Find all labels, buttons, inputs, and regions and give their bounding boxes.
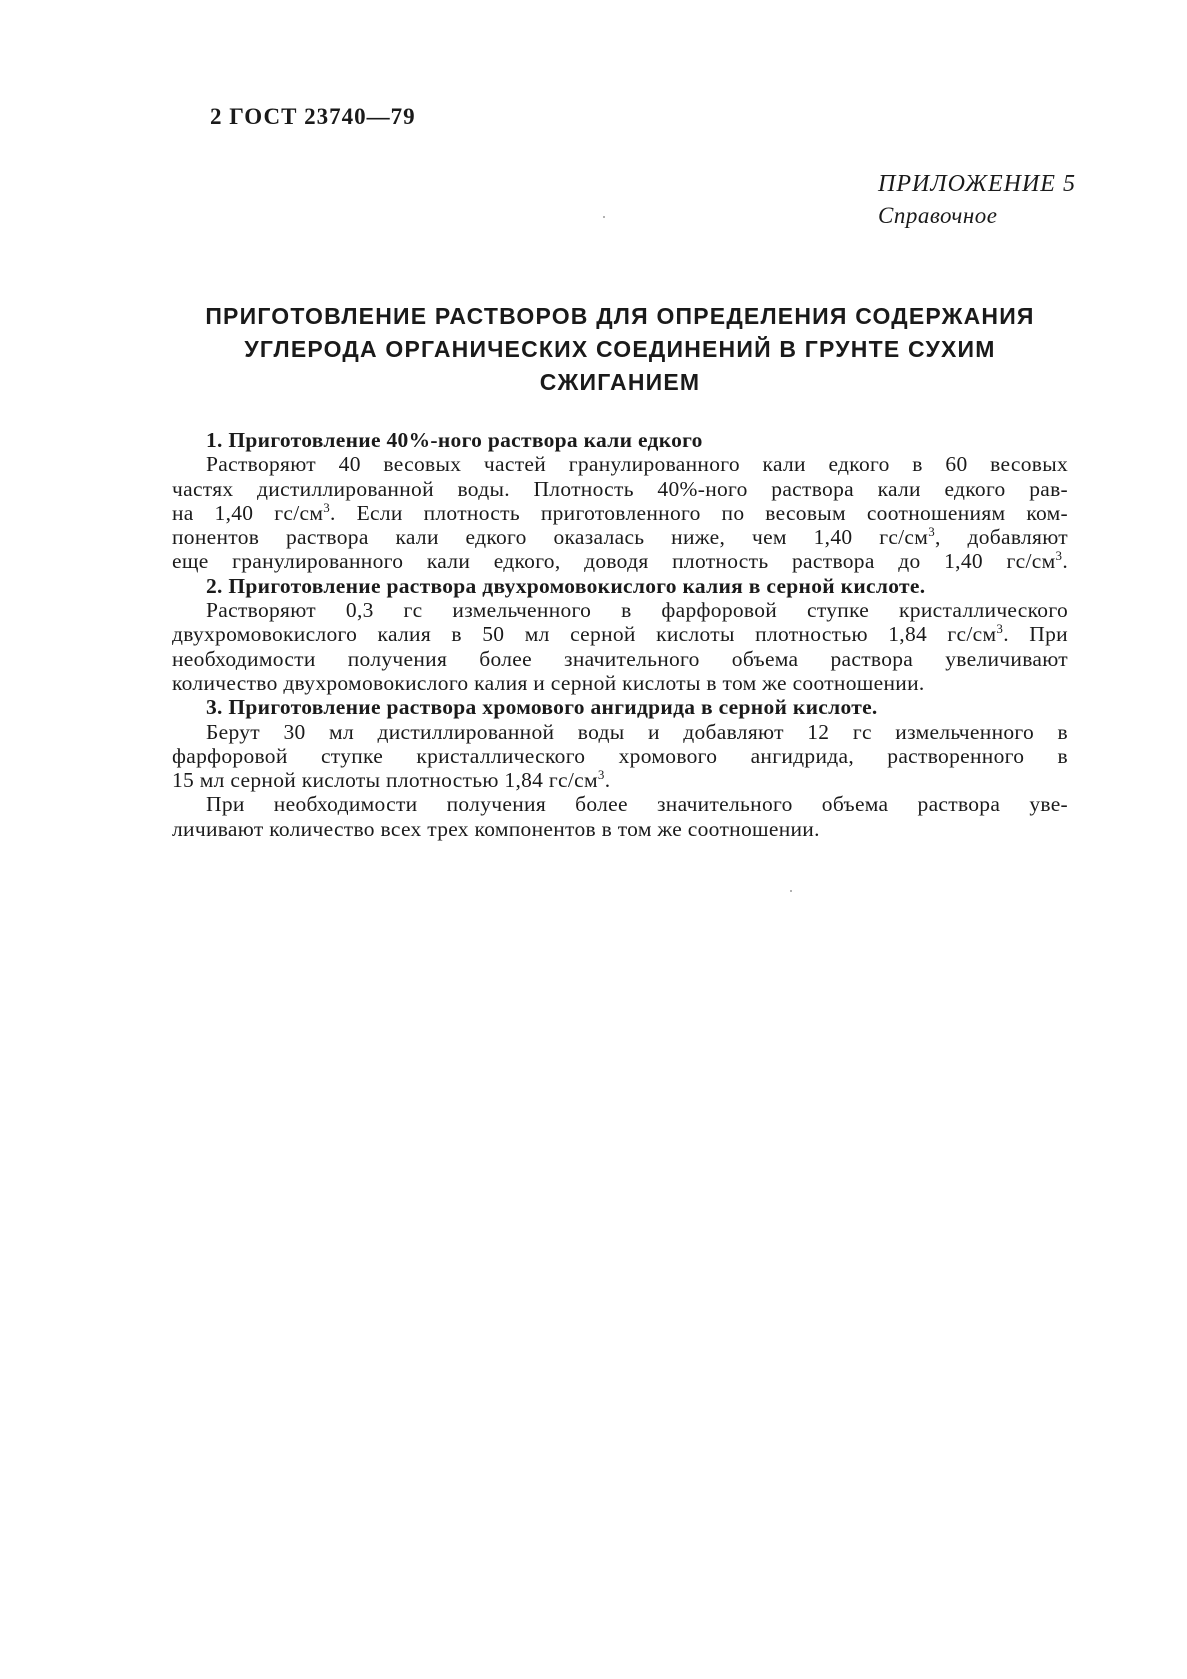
- section-1-line-2: частях дистиллированной воды. Плотность 40%-ного раствора кали едкого рав-: [172, 476, 1068, 501]
- document-title: [160, 300, 1080, 399]
- section-3-line-3a: 15 мл серной кислоты плотностью 1,84 гс/см: [172, 768, 598, 793]
- appendix-type: Справочное: [878, 203, 998, 228]
- document-header: 2 ГОСТ 23740—79: [210, 104, 416, 129]
- superscript-3: 3: [928, 524, 935, 540]
- section-1-heading: 1. Приготовление 40%-ного раствора кали едкого: [206, 428, 703, 452]
- section-3-line-2: фарфоровой ступке кристаллического хромового ангидрида, растворенного в: [172, 743, 1068, 768]
- section-1-line-4b: , добавляют: [935, 525, 1068, 550]
- section-1-line-1: Растворяют 40 весовых частей гранулированного кали едкого в 60 весовых: [206, 452, 1068, 477]
- section-3-line-3: [172, 768, 1068, 792]
- section-2-line-1: Растворяют 0,3 гс измельченного в фарфоровой ступке кристаллического: [206, 598, 1068, 623]
- title-line-1: ПРИГОТОВЛЕНИЕ РАСТВОРОВ ДЛЯ ОПРЕДЕЛЕНИЯ СОДЕРЖАНИЯ: [205, 303, 1035, 329]
- section-1-line-5b: .: [1062, 549, 1068, 574]
- section-1-line-5: [172, 549, 1068, 573]
- title-line-3: СЖИГАНИЕМ: [539, 369, 701, 395]
- section-3-paragraph-2-line-2: личивают количество всех трех компонентов в том же соотношении.: [172, 816, 820, 841]
- section-1-line-3: [172, 501, 1068, 525]
- superscript-3: 3: [597, 767, 605, 782]
- section-1-line-4a: понентов раствора кали едкого оказалась ниже, чем 1,40 гс/см: [172, 525, 929, 550]
- scan-speck: [603, 216, 605, 218]
- appendix-label: [878, 168, 1076, 232]
- section-2-line-3: необходимости получения более значительного объема раствора увеличивают: [172, 646, 1068, 671]
- document-body: [172, 428, 1068, 841]
- section-1-line-4: [172, 525, 1068, 549]
- section-3-line-3b: .: [604, 768, 611, 793]
- superscript-3: 3: [996, 621, 1004, 637]
- section-2-line-2: [172, 622, 1068, 646]
- section-3-line-1: Берут 30 мл дистиллированной воды и добавляют 12 гс измельченного в: [206, 719, 1068, 744]
- section-2-line-2a: двухромовокислого калия в 50 мл серной кислоты плотностью 1,84 гс/см: [172, 622, 997, 647]
- superscript-3: 3: [1055, 548, 1063, 564]
- section-3-heading: 3. Приготовление раствора хромового ангидрида в серной кислоте.: [206, 695, 878, 720]
- section-3-paragraph-2-line-1: При необходимости получения более значительного объема раствора уве-: [206, 792, 1068, 817]
- superscript-3: 3: [323, 499, 331, 515]
- appendix-number: ПРИЛОЖЕНИЕ 5: [878, 171, 1076, 197]
- section-1-line-5a: еще гранулированного кали едкого, доводя плотность раствора до 1,40 гс/см: [172, 549, 1056, 574]
- scan-speck: [790, 890, 792, 892]
- section-1-line-3b: . Если плотность приготовленного по весовым соотношениям ком-: [330, 500, 1068, 525]
- section-2-line-2b: . При: [1003, 622, 1068, 647]
- section-1-line-3a: на 1,40 гс/см: [172, 500, 324, 525]
- section-2-heading: 2. Приготовление раствора двухромовокислого калия в серной кислоте.: [206, 573, 926, 598]
- section-2-line-4: количество двухромовокислого калия и серной кислоты в том же соотношении.: [172, 670, 925, 695]
- title-line-2: УГЛЕРОДА ОРГАНИЧЕСКИХ СОЕДИНЕНИЙ В ГРУНТЕ СУХИМ: [244, 336, 996, 362]
